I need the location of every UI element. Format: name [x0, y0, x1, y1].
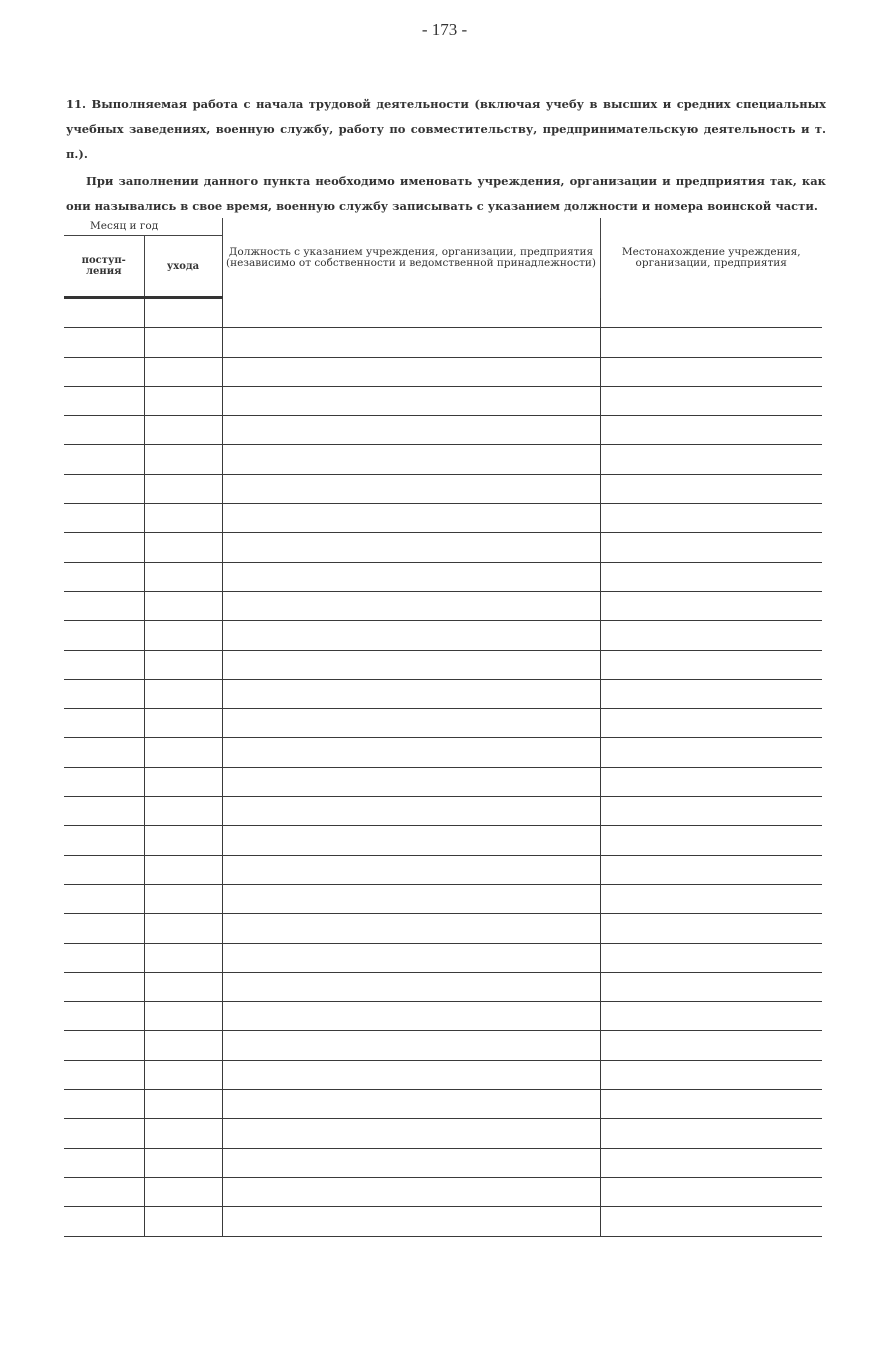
entry-date-field[interactable] [64, 1031, 144, 1060]
leave-date-field[interactable] [144, 621, 222, 650]
leave-date-field[interactable] [144, 1060, 222, 1089]
header-month-year: Месяц и год [64, 218, 222, 236]
table-row [64, 357, 822, 386]
location-field[interactable] [600, 533, 822, 562]
location-field[interactable] [600, 621, 822, 650]
entry-date-field[interactable] [64, 1177, 144, 1206]
leave-date-field[interactable] [144, 1002, 222, 1031]
location-field[interactable] [600, 738, 822, 767]
position-field[interactable] [222, 914, 600, 943]
leave-date-field[interactable] [144, 650, 222, 679]
table-row [64, 1002, 822, 1031]
leave-date-field[interactable] [144, 298, 222, 328]
leave-date-field[interactable] [144, 797, 222, 826]
table-row [64, 1090, 822, 1119]
table-row [64, 855, 822, 884]
location-field[interactable] [600, 709, 822, 738]
position-field[interactable] [222, 1002, 600, 1031]
entry-date-field[interactable] [64, 679, 144, 708]
leave-date-field[interactable] [144, 328, 222, 357]
leave-date-field[interactable] [144, 386, 222, 415]
location-field[interactable] [600, 1177, 822, 1206]
location-field[interactable] [600, 1031, 822, 1060]
location-field[interactable] [600, 797, 822, 826]
position-field[interactable] [222, 1031, 600, 1060]
table-row [64, 328, 822, 357]
table-row [64, 650, 822, 679]
entry-date-field[interactable] [64, 386, 144, 415]
entry-date-field[interactable] [64, 1119, 144, 1148]
location-field[interactable] [600, 884, 822, 913]
entry-date-field[interactable] [64, 328, 144, 357]
location-field[interactable] [600, 914, 822, 943]
position-field[interactable] [222, 445, 600, 474]
table-row [64, 884, 822, 913]
position-field[interactable] [222, 943, 600, 972]
location-field[interactable] [600, 386, 822, 415]
position-field[interactable] [222, 738, 600, 767]
location-field[interactable] [600, 445, 822, 474]
entry-date-field[interactable] [64, 1090, 144, 1119]
leave-date-field[interactable] [144, 533, 222, 562]
table-row [64, 797, 822, 826]
leave-date-field[interactable] [144, 972, 222, 1001]
leave-date-field[interactable] [144, 679, 222, 708]
leave-date-field[interactable] [144, 709, 222, 738]
table-row [64, 474, 822, 503]
position-field[interactable] [222, 797, 600, 826]
position-field[interactable] [222, 591, 600, 620]
entry-date-field[interactable] [64, 621, 144, 650]
entry-date-field[interactable] [64, 914, 144, 943]
position-field[interactable] [222, 328, 600, 357]
table-row [64, 767, 822, 796]
position-field[interactable] [222, 474, 600, 503]
position-field[interactable] [222, 972, 600, 1001]
leave-date-field[interactable] [144, 1207, 222, 1236]
table-row [64, 1031, 822, 1060]
entry-date-field[interactable] [64, 591, 144, 620]
leave-date-field[interactable] [144, 562, 222, 591]
location-field[interactable] [600, 855, 822, 884]
entry-date-field[interactable] [64, 416, 144, 445]
table-row [64, 914, 822, 943]
position-field[interactable] [222, 504, 600, 533]
item-11-heading: 11. Выполняемая работа с начала трудовой деятельности (включая учебу в высших и средних специальных учебных заведениях, военную службу, работу по совместительству, предпринимательскую деятельность и т. п.). [66, 97, 826, 161]
entry-date-field[interactable] [64, 562, 144, 591]
location-field[interactable] [600, 328, 822, 357]
entry-date-field[interactable] [64, 767, 144, 796]
table-row [64, 738, 822, 767]
leave-date-field[interactable] [144, 767, 222, 796]
location-field[interactable] [600, 504, 822, 533]
location-field[interactable] [600, 1002, 822, 1031]
table-row [64, 504, 822, 533]
leave-date-field[interactable] [144, 1148, 222, 1177]
header-entry: поступ-ления [64, 236, 144, 298]
location-field[interactable] [600, 474, 822, 503]
position-field[interactable] [222, 1177, 600, 1206]
position-field[interactable] [222, 1060, 600, 1089]
location-field[interactable] [600, 1119, 822, 1148]
location-field[interactable] [600, 650, 822, 679]
table-row [64, 591, 822, 620]
header-location: Местонахождение учреждения, организации, предприятия [621, 245, 801, 269]
position-field[interactable] [222, 884, 600, 913]
leave-date-field[interactable] [144, 884, 222, 913]
entry-date-field[interactable] [64, 1060, 144, 1089]
position-field[interactable] [222, 767, 600, 796]
leave-date-field[interactable] [144, 1119, 222, 1148]
table-row [64, 445, 822, 474]
entry-date-field[interactable] [64, 1002, 144, 1031]
position-field[interactable] [222, 679, 600, 708]
position-field[interactable] [222, 826, 600, 855]
entry-date-field[interactable] [64, 504, 144, 533]
leave-date-field[interactable] [144, 416, 222, 445]
entry-date-field[interactable] [64, 357, 144, 386]
entry-date-field[interactable] [64, 474, 144, 503]
table-row [64, 1060, 822, 1089]
leave-date-field[interactable] [144, 357, 222, 386]
item-11-section [66, 92, 826, 219]
table-row [64, 943, 822, 972]
leave-date-field[interactable] [144, 474, 222, 503]
position-field[interactable] [222, 621, 600, 650]
leave-date-field[interactable] [144, 1031, 222, 1060]
table-row [64, 621, 822, 650]
table-row [64, 1177, 822, 1206]
location-field[interactable] [600, 357, 822, 386]
header-leave: ухода [144, 236, 222, 298]
leave-date-field[interactable] [144, 914, 222, 943]
table-row [64, 562, 822, 591]
entry-date-field[interactable] [64, 650, 144, 679]
entry-date-field[interactable] [64, 738, 144, 767]
header-position: Должность с указанием учреждения, организации, предприятия (независимо от собственности и ведомственной принадлежности) [222, 218, 600, 298]
position-field[interactable] [222, 855, 600, 884]
leave-date-field[interactable] [144, 504, 222, 533]
table-row [64, 826, 822, 855]
entry-date-field[interactable] [64, 943, 144, 972]
position-field[interactable] [222, 1090, 600, 1119]
table-row [64, 679, 822, 708]
position-field[interactable] [222, 533, 600, 562]
position-field[interactable] [222, 1119, 600, 1148]
position-field[interactable] [222, 650, 600, 679]
leave-date-field[interactable] [144, 1177, 222, 1206]
employment-history-table [64, 218, 822, 1237]
position-field[interactable] [222, 357, 600, 386]
location-field[interactable] [600, 1060, 822, 1089]
position-field[interactable] [222, 1207, 600, 1236]
location-field[interactable] [600, 416, 822, 445]
leave-date-field[interactable] [144, 738, 222, 767]
table-row [64, 386, 822, 415]
location-field[interactable] [600, 298, 822, 328]
table-row [64, 972, 822, 1001]
position-field[interactable] [222, 562, 600, 591]
table-row [64, 1119, 822, 1148]
location-field[interactable] [600, 826, 822, 855]
table-row [64, 1148, 822, 1177]
entry-date-field[interactable] [64, 1207, 144, 1236]
entry-date-field[interactable] [64, 884, 144, 913]
location-field[interactable] [600, 1207, 822, 1236]
table-row [64, 298, 822, 328]
leave-date-field[interactable] [144, 591, 222, 620]
table-row [64, 1207, 822, 1236]
leave-date-field[interactable] [144, 826, 222, 855]
entry-date-field[interactable] [64, 972, 144, 1001]
table-body [64, 298, 822, 1237]
location-field[interactable] [600, 1148, 822, 1177]
table-row [64, 709, 822, 738]
position-field[interactable] [222, 386, 600, 415]
position-field[interactable] [222, 298, 600, 328]
table-row [64, 533, 822, 562]
entry-date-field[interactable] [64, 855, 144, 884]
location-field[interactable] [600, 591, 822, 620]
location-field[interactable] [600, 562, 822, 591]
location-field[interactable] [600, 679, 822, 708]
table-row [64, 416, 822, 445]
entry-date-field[interactable] [64, 826, 144, 855]
position-field[interactable] [222, 416, 600, 445]
page-number: - 173 - [421, 20, 468, 39]
leave-date-field[interactable] [144, 1090, 222, 1119]
location-field[interactable] [600, 767, 822, 796]
location-field[interactable] [600, 1090, 822, 1119]
leave-date-field[interactable] [144, 445, 222, 474]
position-field[interactable] [222, 1148, 600, 1177]
entry-date-field[interactable] [64, 533, 144, 562]
leave-date-field[interactable] [144, 943, 222, 972]
location-field[interactable] [600, 972, 822, 1001]
entry-date-field[interactable] [64, 1148, 144, 1177]
position-field[interactable] [222, 709, 600, 738]
entry-date-field[interactable] [64, 445, 144, 474]
location-field[interactable] [600, 943, 822, 972]
entry-date-field[interactable] [64, 298, 144, 328]
entry-date-field[interactable] [64, 709, 144, 738]
item-11-instruction: При заполнении данного пункта необходимо именовать учреждения, организации и предприятия так, как они назывались в свое время, военную службу записывать с указанием должности и номера воинской части. [66, 174, 826, 213]
entry-date-field[interactable] [64, 797, 144, 826]
leave-date-field[interactable] [144, 855, 222, 884]
